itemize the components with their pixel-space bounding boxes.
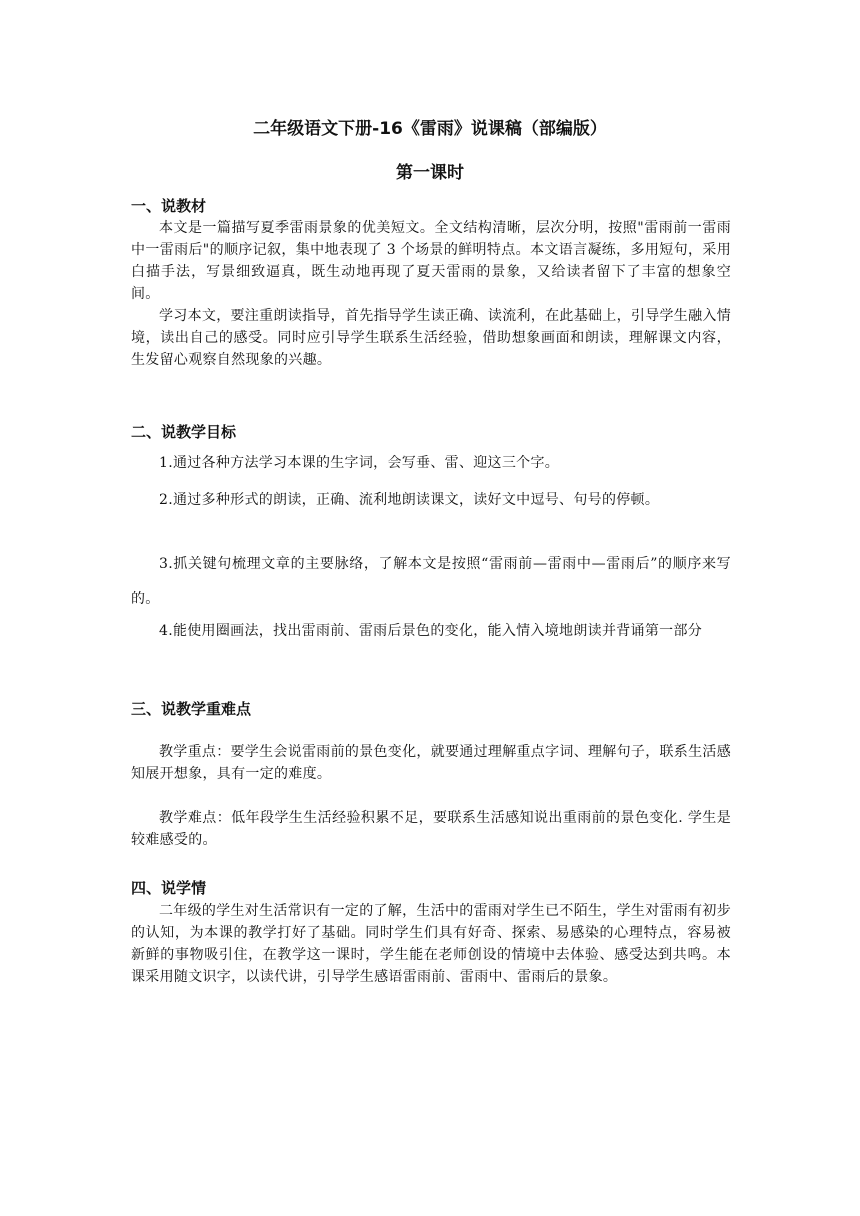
objective-item: 1.通过各种方法学习本课的生字词，会写垂、雷、迎这三个字。 [159,455,560,471]
paragraph: 学习本文，要注重朗读指导，首先指导学生读正确、读流利，在此基础上，引导学生融入情境，读出自己的感受。同时应引导学生联系生活经验，借助想象画面和朗读，理解课文内容，生发留心观察自然现象的兴趣。 [131,308,731,368]
difficulty-paragraph: 教学难点：低年段学生生活经验积累不足，要联系生活感知说出重雨前的景色变化. 学生是较难感受的。 [131,810,731,848]
paragraph: 二年级的学生对生活常识有一定的了解，生活中的雷雨对学生已不陌生，学生对雷雨有初步的认知，为本课的教学打好了基础。同时学生们具有好奇、探索、易感染的心理特点，容易被新鲜的事物吸引住，在教学这一课时，学生能在老师创设的情境中去体验、感受达到共鸣。本课采用随文识字，以读代讲，引导学生感语雷雨前、雷雨中、雷雨后的景象。 [131,903,731,985]
document-title: 二年级语文下册-16《雷雨》说课稿（部编版） [253,119,607,139]
paragraph: 本文是一篇描写夏季雷雨景象的优美短文。全文结构清晰，层次分明，按照"雷雨前一雷雨中一雷雨后"的顺序记叙，集中地表现了 3 个场景的鲜明特点。本文语言凝练，多用短句，采用白描手法，写景细致逼真，既生动地再现了夏天雷雨的景象，又给读者留下了丰富的想象空间。 [131,220,731,302]
section-heading-key-points: 三、说教学重难点 [131,700,252,718]
key-point-paragraph: 教学重点：要学生会说雷雨前的景色变化，就要通过理解重点字词、理解句子，联系生活感知展开想象，具有一定的难度。 [131,744,731,782]
objective-item: 2.通过多种形式的朗读，正确、流利地朗读课文，读好文中逗号、句号的停顿。 [159,492,660,508]
section-heading-textbook: 一、说教材 [131,197,207,215]
section-heading-objectives: 二、说教学目标 [131,423,237,441]
objective-item: 3.抓关键句梳理文章的主要脉络，了解本文是按照“雷雨前—雷雨中—雷雨后”的顺序来写的。 [131,556,731,607]
section-heading-student-analysis: 四、说学情 [131,879,207,897]
objective-item: 4.能使用圈画法，找出雷雨前、雷雨后景色的变化，能入情入境地朗读并背诵第一部分 [159,623,703,639]
document-subtitle: 第一课时 [396,163,464,183]
